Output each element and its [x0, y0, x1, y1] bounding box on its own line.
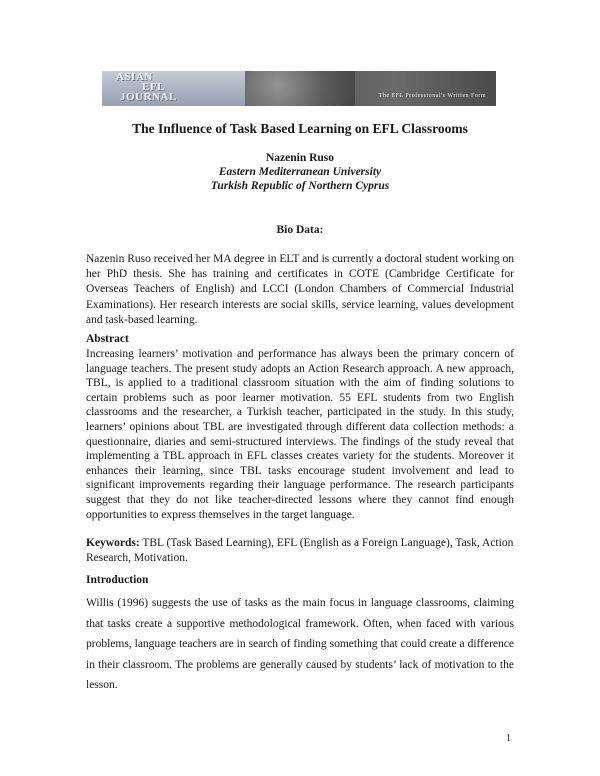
- logo-line-3: JOURNAL: [120, 91, 177, 103]
- banner-texture: [245, 71, 355, 106]
- affiliation-country: Turkish Republic of Northern Cyprus: [210, 180, 390, 192]
- journal-banner: [102, 71, 496, 106]
- logo-line-2: EFL: [142, 81, 165, 93]
- introduction-heading: Introduction: [86, 574, 149, 586]
- page-number: 1: [506, 733, 511, 744]
- logo-line-1: ASIAN: [116, 71, 153, 83]
- keywords-label: Keywords:: [86, 537, 140, 549]
- introduction-paragraph: Willis (1996) suggests the use of tasks as the main focus in language classrooms, claiming that tasks create a supportive methodological framework. Often, when faced with various problems, language teachers are in search of finding something that could create a difference in their classroom. The problems are generally caused by students’ lack of motivation to the lesson.: [86, 597, 514, 691]
- bio-paragraph: Nazenin Ruso received her MA degree in ELT and is currently a doctoral student working on her PhD thesis. She has training and certificates in COTE (Cambridge Certificate for Overseas Teachers of English) and LCCI (London Chambers of Commercial Industrial Examinations). Her research interests are social skills, service learning, values development and task-based learning.: [86, 253, 514, 326]
- bio-heading: Bio Data:: [276, 224, 324, 236]
- abstract-paragraph: Increasing learners’ motivation and performance has always been the primary concern of language teachers. The present study adopts an Action Research approach. A new approach, TBL, is applied to a traditional classroom situation with the aim of finding solutions to certain problems such as poor learner motivation. 55 EFL students from two English classrooms and the researcher, a Turkish teacher, participated in the study. In this study, learners’ opinions about TBL are investigated through different data collection methods: a questionnaire, diaries and semi-structured interviews. The findings of the study reveal that implementing a TBL approach in EFL classes creates variety for the students. Moreover it enhances their learning, since TBL tasks encourage student involvement and lead to significant improvements regarding their language performance. The research participants suggest that they do not like teacher-directed lessons where they cannot find enough opportunities to express themselves in the target language.: [86, 348, 514, 521]
- banner-image-panel: [245, 71, 496, 106]
- keywords-list: TBL (Task Based Learning), EFL (English as a Foreign Language), Task, Action Research, Motivation.: [86, 537, 514, 565]
- paper-title: The Influence of Task Based Learning on EFL Classrooms: [132, 121, 468, 136]
- author-name: Nazenin Ruso: [265, 152, 335, 164]
- abstract-heading: Abstract: [86, 333, 129, 345]
- affiliation-university: Eastern Mediterranean University: [218, 166, 382, 178]
- journal-logo: [116, 72, 236, 102]
- keywords-paragraph: [86, 536, 514, 566]
- banner-logo-panel: [102, 71, 245, 106]
- banner-tagline: The EFL Professional's Written Form: [378, 93, 486, 99]
